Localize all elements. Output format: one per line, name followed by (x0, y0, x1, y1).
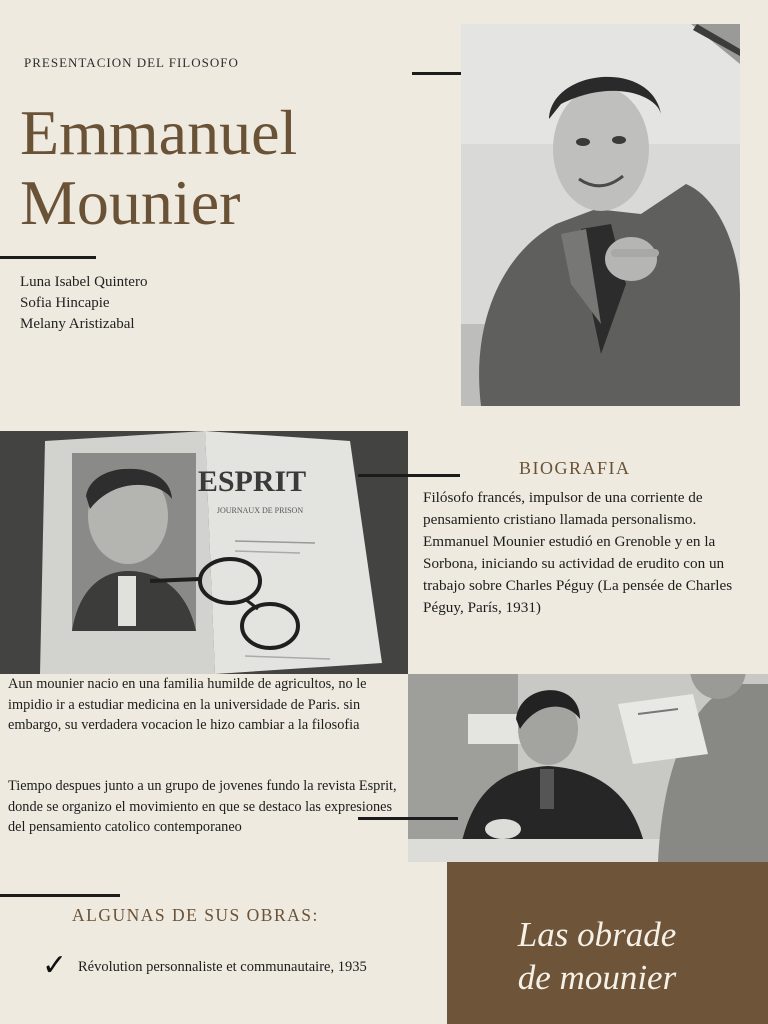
magazine-title: ESPRIT (197, 465, 307, 498)
author-name: Luna Isabel Quintero (20, 274, 148, 290)
paragraph-esprit: Tiempo despues junto a un grupo de jovenes fundo la revista Esprit, donde se organizo el movimiento en que se destaco las expresiones del pensamiento catolico contemporaneo (8, 778, 397, 835)
biography-heading: BIOGRAFIA (519, 458, 631, 478)
page-title (20, 98, 297, 238)
divider-bio (358, 474, 460, 477)
divider-works (0, 894, 120, 897)
esprit-book-photo (0, 431, 408, 674)
authors-list (20, 272, 147, 335)
works-box-title (447, 913, 747, 999)
portrait-photo (461, 24, 740, 406)
works-heading: ALGUNAS DE SUS OBRAS: (72, 905, 319, 925)
author-name: Sofia Hincapie (20, 295, 110, 311)
author-name: Melany Aristizabal (20, 316, 135, 332)
magazine-subtitle: JOURNAUX DE PRISON (216, 506, 304, 515)
divider-title (0, 256, 96, 259)
desk-photo (408, 674, 768, 862)
title-line-1: Emmanuel (20, 97, 298, 168)
page-kicker: PRESENTACION DEL FILOSOFO (24, 55, 239, 70)
box-title-line-2: de mounier (517, 958, 677, 997)
paragraph-early-life: Aun mounier nacio en una familia humilde de agricultos, no le impidio ir a estudiar medicina en la universidade de Paris. sin embargo, su verdadera vocacion le hizo cambiar a la filosofia (8, 676, 367, 733)
box-title-line-1: Las obrade (517, 915, 677, 954)
title-line-2: Mounier (20, 167, 241, 238)
biography-text: Filósofo francés, impulsor de una corriente de pensamiento cristiano llamada personalismo. Emmanuel Mounier estudió en Grenoble y en la Sorbona, iniciando su actividad de erudito con un trabajo sobre Charles Péguy (La pensée de Charles Péguy, París, 1931) (423, 489, 733, 616)
works-list-item: Révolution personnaliste et communautaire, 1935 (78, 959, 367, 975)
checkmark-icon: ✓ (42, 949, 68, 982)
